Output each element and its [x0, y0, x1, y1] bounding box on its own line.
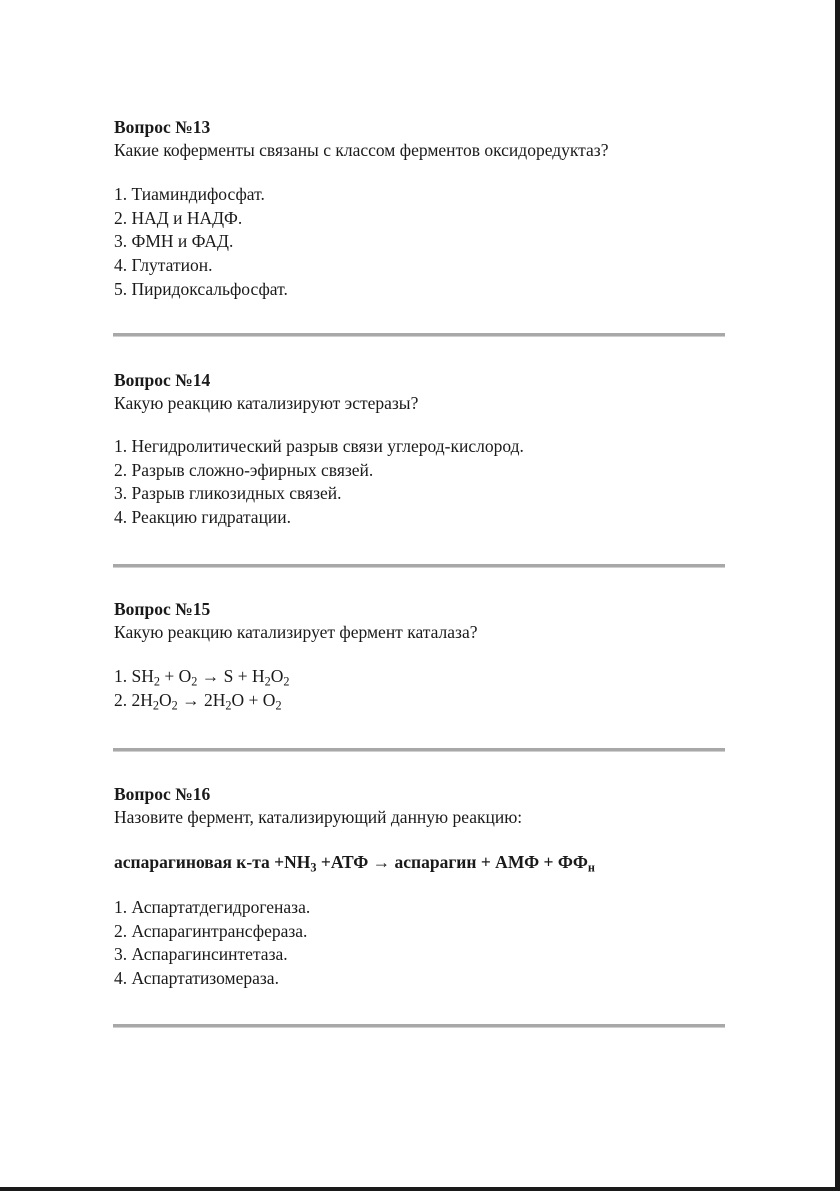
page-right-edge [835, 0, 840, 1191]
option[interactable]: 4. Аспартатизомераза. [114, 968, 279, 989]
question-15-options [114, 665, 290, 712]
option[interactable]: 4. Глутатион. [114, 255, 213, 276]
reaction-equation [114, 851, 595, 873]
option[interactable]: 2. Разрыв сложно-эфирных связей. [114, 459, 374, 480]
question-14-title: Вопрос №14 [114, 370, 211, 390]
option[interactable]: 1. Аспартатдегидрогеназа. [114, 897, 311, 917]
reaction-text: аспарагиновая к-та +NH [114, 852, 311, 872]
subscript: н [587, 860, 595, 875]
question-15-text: Какую реакцию катализирует фермент каталаза? [114, 622, 478, 642]
subscript: 2 [275, 698, 282, 713]
question-16-title: Вопрос №16 [114, 784, 211, 804]
option[interactable]: 4. Реакцию гидратации. [114, 507, 292, 528]
subscript: 2 [283, 674, 290, 689]
question-13-text: Какие коферменты связаны с классом ферментов оксидоредуктаз? [114, 140, 609, 160]
separator-line [113, 748, 725, 752]
option[interactable] [114, 689, 290, 713]
reaction-text: +АТФ → аспарагин + АМФ + ФФ [316, 852, 588, 872]
separator-line [113, 333, 725, 337]
page-bottom-edge [0, 1187, 840, 1191]
subscript: 2 [191, 674, 198, 689]
formula-text: O + O [231, 689, 276, 710]
question-13-options [114, 183, 288, 301]
subscript: 2 [225, 698, 232, 713]
formula-text: SH [131, 666, 154, 686]
separator-line [113, 1024, 725, 1028]
question-16-options [114, 896, 310, 991]
formula-text: O [270, 666, 284, 686]
subscript: 2 [152, 698, 160, 713]
question-14-options [114, 435, 524, 530]
subscript: 2 [153, 674, 160, 689]
option[interactable]: 5. Пиридоксальфосфат. [114, 278, 288, 299]
subscript: 2 [171, 698, 178, 713]
option[interactable]: 2. НАД и НАДФ. [114, 207, 243, 228]
separator-line [113, 564, 725, 568]
option[interactable] [114, 665, 290, 689]
subscript: 3 [310, 860, 317, 875]
formula-text: O [159, 689, 172, 710]
option[interactable]: 3. Разрыв гликозидных связей. [114, 483, 342, 504]
option[interactable]: 3. ФМН и ФАД. [114, 231, 234, 252]
question-13-title: Вопрос №13 [114, 117, 211, 137]
formula-text: + O [160, 666, 192, 686]
question-14-text: Какую реакцию катализируют эстеразы? [114, 393, 419, 413]
option[interactable]: 2. Аспарагинтрансфераза. [114, 920, 308, 941]
subscript: 2 [264, 674, 271, 689]
option[interactable]: 3. Аспарагинсинтетаза. [114, 944, 288, 965]
formula-text: → S + H [197, 666, 265, 686]
formula-text: → 2H [177, 689, 226, 710]
formula-text: 2H [131, 689, 153, 710]
question-16-text: Назовите фермент, катализирующий данную реакцию: [114, 807, 523, 827]
option-number: 2. [114, 689, 128, 710]
option[interactable]: 1. Тиаминдифосфат. [114, 184, 265, 204]
question-15-title: Вопрос №15 [114, 599, 211, 619]
option-number: 1. [114, 666, 128, 686]
option[interactable]: 1. Негидролитический разрыв связи углерод-кислород. [114, 436, 524, 456]
